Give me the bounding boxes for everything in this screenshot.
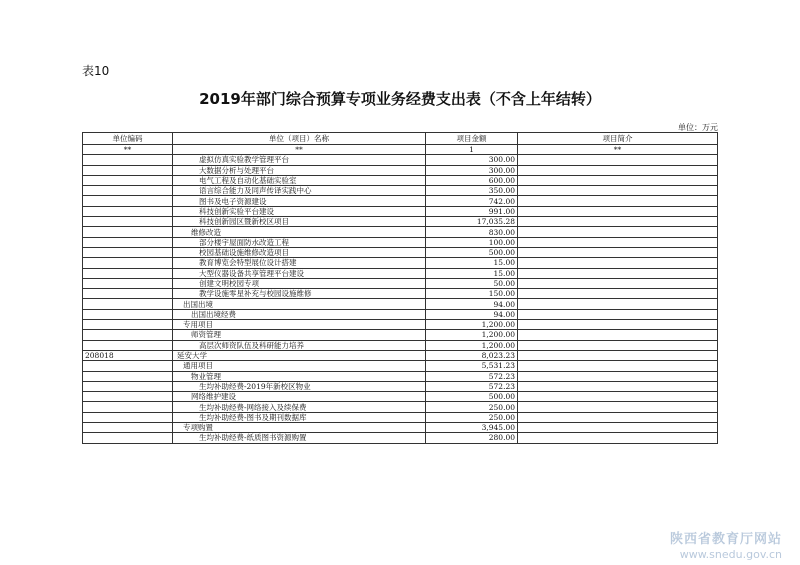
table-row: [83, 340, 718, 350]
unit-code-cell: [83, 371, 173, 381]
project-name-cell: 师资管理: [173, 330, 426, 340]
project-intro-cell: [518, 196, 718, 206]
project-name-cell: 生均补助经费-纸质图书资源购置: [173, 433, 426, 443]
table-row: [83, 412, 718, 422]
project-intro-cell: [518, 206, 718, 216]
project-intro-cell: [518, 155, 718, 165]
project-name-cell: 专项购置: [173, 423, 426, 433]
project-amount-cell: 1,200.00: [426, 340, 518, 350]
project-intro-cell: [518, 289, 718, 299]
project-name-cell: 延安大学: [173, 350, 426, 360]
site-watermark: [670, 528, 782, 561]
marker-cell: **: [173, 145, 426, 155]
project-name-cell: 语言综合能力及同声传译实践中心: [173, 186, 426, 196]
unit-code-cell: [83, 381, 173, 391]
unit-code-cell: [83, 268, 173, 278]
project-intro-cell: [518, 299, 718, 309]
project-amount-cell: 300.00: [426, 155, 518, 165]
project-intro-cell: [518, 175, 718, 185]
unit-code-cell: [83, 196, 173, 206]
project-intro-cell: [518, 165, 718, 175]
project-intro-cell: [518, 412, 718, 422]
project-name-cell: 出国出境: [173, 299, 426, 309]
table-row: [83, 196, 718, 206]
unit-code-cell: [83, 289, 173, 299]
project-amount-cell: 742.00: [426, 196, 518, 206]
project-amount-cell: 250.00: [426, 402, 518, 412]
project-name-cell: 物业管理: [173, 371, 426, 381]
project-intro-cell: [518, 371, 718, 381]
project-name-cell: 校园基础设施维修改造项目: [173, 247, 426, 257]
unit-code-cell: [83, 340, 173, 350]
unit-code-cell: [83, 299, 173, 309]
unit-code-cell: [83, 247, 173, 257]
marker-row: [83, 145, 718, 155]
project-amount-cell: 250.00: [426, 412, 518, 422]
project-intro-cell: [518, 330, 718, 340]
table-row: [83, 381, 718, 391]
header-unit-name: 单位（项目）名称: [173, 133, 426, 145]
project-amount-cell: 94.00: [426, 309, 518, 319]
project-name-cell: 生均补助经费-图书及期刊数据库: [173, 412, 426, 422]
unit-code-cell: [83, 309, 173, 319]
table-row: [83, 371, 718, 381]
unit-code-cell: [83, 433, 173, 443]
project-intro-cell: [518, 309, 718, 319]
page-title: 2019年部门综合预算专项业务经费支出表（不含上年结转）: [199, 90, 601, 108]
project-name-cell: 维修改造: [173, 227, 426, 237]
marker-cell: **: [518, 145, 718, 155]
table-row: [83, 320, 718, 330]
project-intro-cell: [518, 402, 718, 412]
watermark-text: 陕西省教育厅网站: [669, 532, 782, 547]
table-row: [83, 237, 718, 247]
unit-code-cell: [83, 412, 173, 422]
project-amount-cell: 17,035.28: [426, 217, 518, 227]
project-amount-cell: 500.00: [426, 392, 518, 402]
unit-code-cell: [83, 175, 173, 185]
project-intro-cell: [518, 340, 718, 350]
table-row: [83, 247, 718, 257]
unit-code-cell: [83, 237, 173, 247]
project-name-cell: 科技创新园区暨新校区项目: [173, 217, 426, 227]
unit-code-cell: [83, 330, 173, 340]
project-intro-cell: [518, 237, 718, 247]
table-row: [83, 299, 718, 309]
project-intro-cell: [518, 320, 718, 330]
unit-code-cell: [83, 402, 173, 412]
project-intro-cell: [518, 258, 718, 268]
table-number-label: 表10: [82, 64, 110, 78]
project-intro-cell: [518, 278, 718, 288]
marker-cell: **: [83, 145, 173, 155]
table-row: [83, 217, 718, 227]
table-row: [83, 361, 718, 371]
project-name-cell: 科技创新实验平台建设: [173, 206, 426, 216]
project-intro-cell: [518, 392, 718, 402]
table-row: [83, 258, 718, 268]
project-name-cell: 教学设施零星补充与校园设施维修: [173, 289, 426, 299]
project-amount-cell: 350.00: [426, 186, 518, 196]
marker-cell: 1: [426, 145, 518, 155]
table-row: [83, 289, 718, 299]
project-name-cell: 教育博览会特型展位设计搭建: [173, 258, 426, 268]
project-name-cell: 专用项目: [173, 320, 426, 330]
table-row: [83, 227, 718, 237]
project-amount-cell: 15.00: [426, 268, 518, 278]
table-row: [83, 175, 718, 185]
header-unit-code: 单位编码: [83, 133, 173, 145]
project-intro-cell: [518, 361, 718, 371]
table-row: [83, 278, 718, 288]
unit-code-cell: [83, 392, 173, 402]
project-intro-cell: [518, 247, 718, 257]
project-name-cell: 通用项目: [173, 361, 426, 371]
header-project-amount: 项目金额: [426, 133, 518, 145]
budget-table: [82, 132, 718, 444]
project-amount-cell: 572.23: [426, 381, 518, 391]
unit-code-cell: [83, 227, 173, 237]
unit-label: 单位：万元: [678, 123, 718, 132]
project-amount-cell: 600.00: [426, 175, 518, 185]
project-name-cell: 网络维护建设: [173, 392, 426, 402]
project-amount-cell: 100.00: [426, 237, 518, 247]
unit-code-cell: [83, 258, 173, 268]
table-body: [83, 155, 718, 443]
table-header-row: [83, 133, 718, 145]
table-row: [83, 350, 718, 360]
project-amount-cell: 280.00: [426, 433, 518, 443]
table-row: [83, 402, 718, 412]
project-name-cell: 电气工程及自动化基础实验室: [173, 175, 426, 185]
project-amount-cell: 5,531.23: [426, 361, 518, 371]
project-intro-cell: [518, 227, 718, 237]
project-name-cell: 大数据分析与处理平台: [173, 165, 426, 175]
unit-code-cell: 208018: [83, 350, 173, 360]
table-row: [83, 186, 718, 196]
unit-code-cell: [83, 155, 173, 165]
table-row: [83, 433, 718, 443]
project-intro-cell: [518, 423, 718, 433]
project-intro-cell: [518, 217, 718, 227]
project-amount-cell: 1,200.00: [426, 330, 518, 340]
unit-code-cell: [83, 206, 173, 216]
watermark-url: www.snedu.gov.cn: [679, 548, 782, 561]
project-intro-cell: [518, 186, 718, 196]
table-row: [83, 423, 718, 433]
project-name-cell: 图书及电子资源建设: [173, 196, 426, 206]
project-name-cell: 创建文明校园专项: [173, 278, 426, 288]
unit-code-cell: [83, 320, 173, 330]
unit-code-cell: [83, 423, 173, 433]
project-amount-cell: 300.00: [426, 165, 518, 175]
project-amount-cell: 991.00: [426, 206, 518, 216]
unit-code-cell: [83, 361, 173, 371]
project-name-cell: 大型仪器设备共享管理平台建设: [173, 268, 426, 278]
project-name-cell: 生均补助经费-2019年新校区物业: [173, 381, 426, 391]
table-row: [83, 309, 718, 319]
table-row: [83, 206, 718, 216]
project-name-cell: 虚拟仿真实验教学管理平台: [173, 155, 426, 165]
project-intro-cell: [518, 350, 718, 360]
project-intro-cell: [518, 433, 718, 443]
project-amount-cell: 3,945.00: [426, 423, 518, 433]
project-amount-cell: 500.00: [426, 247, 518, 257]
table-row: [83, 268, 718, 278]
project-amount-cell: 830.00: [426, 227, 518, 237]
unit-code-cell: [83, 186, 173, 196]
project-amount-cell: 94.00: [426, 299, 518, 309]
table-row: [83, 392, 718, 402]
project-amount-cell: 150.00: [426, 289, 518, 299]
project-amount-cell: 1,200.00: [426, 320, 518, 330]
project-name-cell: 高层次师资队伍及科研能力培养: [173, 340, 426, 350]
project-amount-cell: 15.00: [426, 258, 518, 268]
unit-code-cell: [83, 165, 173, 175]
project-amount-cell: 8,023.23: [426, 350, 518, 360]
header-project-intro: 项目简介: [518, 133, 718, 145]
project-intro-cell: [518, 381, 718, 391]
project-intro-cell: [518, 268, 718, 278]
table-row: [83, 165, 718, 175]
unit-code-cell: [83, 217, 173, 227]
table-row: [83, 330, 718, 340]
project-amount-cell: 50.00: [426, 278, 518, 288]
table-row: [83, 155, 718, 165]
unit-code-cell: [83, 278, 173, 288]
project-name-cell: 生均补助经费-网络接入及续保费: [173, 402, 426, 412]
project-name-cell: 出国出境经费: [173, 309, 426, 319]
project-amount-cell: 572.23: [426, 371, 518, 381]
project-name-cell: 部分楼宇屋面防水改造工程: [173, 237, 426, 247]
